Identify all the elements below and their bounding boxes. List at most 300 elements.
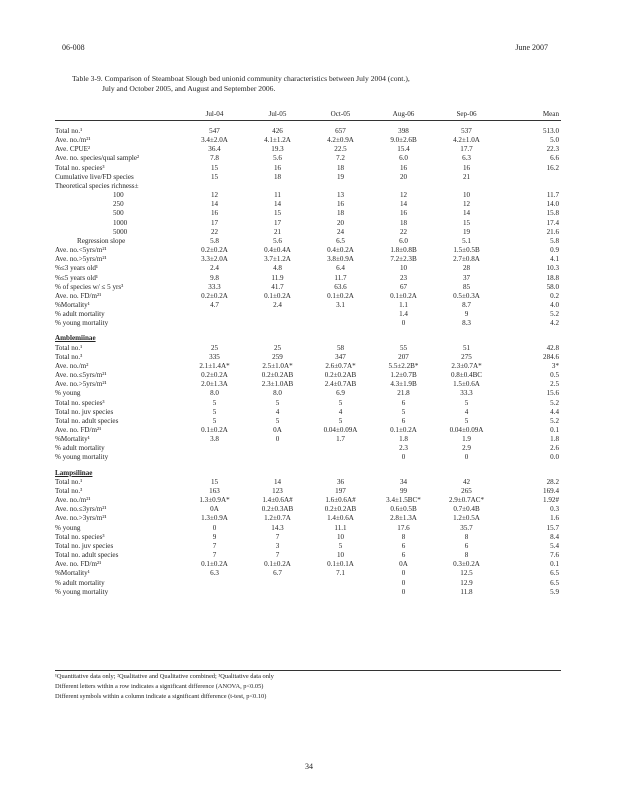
table-row <box>55 505 561 514</box>
table-cell <box>498 334 561 343</box>
table-cell: 15.7 <box>546 523 559 532</box>
table-cell: 9 <box>212 532 217 541</box>
table-cell: 5 <box>401 407 406 416</box>
table-cell: 7 <box>275 551 280 560</box>
table-cell: 6.5 <box>550 569 559 578</box>
row-label: Total no.¹ <box>55 343 83 352</box>
table-cell: 8 <box>401 532 406 541</box>
table-cell: 1.7 <box>336 435 345 444</box>
table-cell: 207 <box>398 352 409 361</box>
table-cell: 21.6 <box>546 227 559 236</box>
row-label: Ave. no./m²¹ <box>55 496 91 505</box>
table-cell: 11.7 <box>546 191 559 200</box>
table-cell: 5.1 <box>462 236 471 245</box>
table-cell: 1.3±0.9A <box>201 514 228 523</box>
table-cell <box>372 182 435 191</box>
table-cell: 55 <box>399 343 408 352</box>
table-cell: 34 <box>399 477 408 486</box>
table-cell: 1.8±0.8B <box>390 246 417 255</box>
table-cell: 5.6 <box>273 154 282 163</box>
table-cell: 0.04±0.09A <box>323 426 358 434</box>
row-label: Theoretical species richness± <box>55 181 139 190</box>
column-header: Mean <box>498 108 561 121</box>
table-cell: 5 <box>338 541 343 550</box>
table-cell: 51 <box>462 343 471 352</box>
table-cell: 0.2±0.3AB <box>261 505 294 514</box>
table-cell: 0.5 <box>550 371 559 380</box>
table-cell: 0.3±0.2A <box>453 560 480 569</box>
table-cell: 11.8 <box>460 587 473 596</box>
table-cell: 1.2±0.7B <box>390 371 417 380</box>
table-cell <box>246 319 309 328</box>
table-cell: 398 <box>398 127 409 135</box>
table-cell: 5 <box>338 398 343 407</box>
table-row <box>55 560 561 569</box>
table-cell: 4 <box>464 407 469 416</box>
table-cell: 9 <box>464 310 469 319</box>
header-doc-number: 06-008 <box>62 43 85 52</box>
row-label: Ave. no.>3yrs/m²¹ <box>55 514 107 523</box>
table-cell: 657 <box>335 127 346 135</box>
table-cell: 6 <box>401 398 406 407</box>
table-cell: 18 <box>336 163 345 172</box>
table-cell: 4.2 <box>550 319 559 328</box>
row-label: Total no.³ <box>55 486 83 495</box>
table-cell: 7 <box>275 532 280 541</box>
table-cell: 6.3 <box>210 569 219 578</box>
table-row <box>55 219 561 228</box>
table-cell: 4.7 <box>210 300 219 309</box>
table-cell: 2.4±0.7AB <box>324 380 357 389</box>
row-label: % young mortality <box>55 453 109 462</box>
table-cell: 0.1±0.1A <box>327 560 354 569</box>
table-row <box>55 533 561 542</box>
row-label: 100 <box>113 191 124 200</box>
table-cell: 5.8 <box>550 236 559 245</box>
table-cell: 16 <box>336 200 345 209</box>
row-label: %Mortality¹ <box>55 435 90 444</box>
row-label: Ave. no. FD/m²¹ <box>55 291 102 300</box>
table-cell: 3.8 <box>210 435 219 444</box>
row-label: %Mortality¹ <box>55 300 90 309</box>
table-cell: 21.8 <box>397 389 410 398</box>
table-cell: 2.5 <box>550 380 559 389</box>
table-cell <box>246 469 309 478</box>
table-cell: 0.4±0.2A <box>327 246 354 255</box>
table-cell: 2.9 <box>462 444 471 453</box>
table-cell: 10 <box>336 532 345 541</box>
row-label: 5000 <box>113 227 128 236</box>
table-cell: 7.2±2.3B <box>390 255 417 264</box>
table-cell: 2.9±0.7AC* <box>448 496 485 505</box>
table-row <box>55 426 561 435</box>
table-row <box>55 417 561 426</box>
table-row <box>55 182 561 191</box>
table-cell: 5.4 <box>550 541 559 550</box>
table-cell: 3.4±1.5BC* <box>386 496 421 505</box>
table-cell: 6 <box>401 416 406 425</box>
table-cell: 4.0 <box>550 300 559 309</box>
row-label: % young <box>55 389 81 398</box>
table-cell: 0.2±0.2A <box>201 291 228 300</box>
table-cell: 3.8±0.9A <box>327 255 354 264</box>
table-cell: 1.2±0.5A <box>453 514 480 523</box>
table-cell: 14 <box>399 200 408 209</box>
row-label: Total no. juv species <box>55 541 114 550</box>
table-cell: 7.2 <box>336 154 345 163</box>
table-cell: 4.2±0.9A <box>327 136 354 145</box>
table-cell: 0.2 <box>550 291 559 300</box>
table-cell: 2.7±0.8A <box>453 255 480 264</box>
table-cell: 5 <box>212 416 217 425</box>
row-label: Ave. no. FD/m²¹ <box>55 560 102 569</box>
table-cell <box>246 310 309 319</box>
table-cell: 0.1±0.2A <box>390 291 417 300</box>
table-cell: 0.4±0.4A <box>264 246 291 255</box>
table-cell: 14.0 <box>546 200 559 209</box>
table-cell: 11 <box>274 191 281 200</box>
table-cell: 16 <box>399 163 408 172</box>
table-cell <box>183 182 246 191</box>
table-cell: 0.2±0.2AB <box>261 371 294 380</box>
table-cell <box>309 444 372 453</box>
table-cell: 15.6 <box>546 389 559 398</box>
row-label: Total no. juv species <box>55 407 114 416</box>
row-label: 500 <box>113 209 124 218</box>
table-cell: 2.6±0.7A* <box>325 361 356 370</box>
table-cell: 16 <box>462 163 471 172</box>
row-label: %Mortality¹ <box>55 569 90 578</box>
table-cell: 4.1±1.2A <box>264 136 291 145</box>
table-cell: 0 <box>401 569 406 578</box>
table-cell: 17.4 <box>546 218 559 227</box>
table-cell: 1.1 <box>399 300 408 309</box>
table-cell: 28 <box>462 264 471 273</box>
row-label: 250 <box>113 200 124 209</box>
table-row <box>55 389 561 398</box>
table-cell: 28.2 <box>546 477 559 486</box>
table-cell: 0.8±0.4BC <box>450 371 483 380</box>
table-cell: 22.5 <box>334 145 347 154</box>
table-cell: 18 <box>399 218 408 227</box>
table-cell: 63.6 <box>334 282 347 291</box>
table-cell: 4 <box>275 407 280 416</box>
table-cell: 2.6 <box>550 444 559 453</box>
table-row <box>55 380 561 389</box>
table-cell: 42 <box>462 477 471 486</box>
column-header: Jul-05 <box>246 108 309 121</box>
table-cell: 12 <box>399 191 408 200</box>
table-cell: 0.3 <box>550 505 559 514</box>
table-cell: 4.8 <box>273 264 282 273</box>
table-cell: 25 <box>273 343 282 352</box>
table-row <box>55 319 561 328</box>
table-cell: 15.4 <box>397 145 410 154</box>
row-label: % adult mortality <box>55 310 105 319</box>
row-label: Ave. no.≤5yrs/m²¹ <box>55 371 107 380</box>
table-cell: 12 <box>210 191 219 200</box>
table-cell: 0.2±0.2AB <box>324 371 357 380</box>
table-cell: 14 <box>210 200 219 209</box>
table-cell: 1.6±0.6A# <box>325 496 356 505</box>
table-cell: 2.5±1.0A* <box>262 361 293 370</box>
table-cell: 537 <box>461 127 472 135</box>
table-cell: 8 <box>464 551 469 560</box>
table-row <box>55 121 561 137</box>
table-row <box>55 209 561 218</box>
table-cell: 0 <box>401 319 406 328</box>
table-cell <box>183 469 246 478</box>
row-label: Total no.¹ <box>55 127 83 135</box>
table-cell: 0.9 <box>550 246 559 255</box>
table-cell: 36 <box>336 477 345 486</box>
table-row <box>55 453 561 462</box>
table-cell: 0 <box>401 453 406 462</box>
table-row <box>55 292 561 301</box>
table-cell: 5 <box>464 416 469 425</box>
table-cell: 6.4 <box>336 264 345 273</box>
table-row <box>55 264 561 273</box>
table-row <box>55 444 561 453</box>
row-label: Total no. species³ <box>55 163 105 172</box>
table-cell: 5.9 <box>550 587 559 596</box>
table-row <box>55 283 561 292</box>
table-cell: 36.4 <box>208 145 221 154</box>
caption-line-1: Table 3-9. Comparison of Steamboat Slough bed unionid community characteristics between July 2004 (cont.), <box>72 74 410 83</box>
footnotes <box>55 670 561 702</box>
table-cell <box>372 334 435 343</box>
table-row <box>55 542 561 551</box>
table-cell: 1.4 <box>399 310 408 319</box>
table-cell: 8.0 <box>273 389 282 398</box>
table-cell: 58 <box>336 343 345 352</box>
table-row <box>55 228 561 237</box>
section-header-row <box>55 334 561 343</box>
table-cell: 2.3±0.7A* <box>451 361 482 370</box>
table-cell: 5.0 <box>550 136 559 145</box>
table-cell <box>435 182 498 191</box>
table-row <box>55 310 561 319</box>
table-cell: 7.8 <box>210 154 219 163</box>
table-cell <box>498 182 561 191</box>
table-cell: 8.7 <box>462 300 471 309</box>
table-cell: 4.1 <box>550 255 559 264</box>
table-cell: 6.6 <box>550 154 559 163</box>
table-cell: 8.3 <box>462 319 471 328</box>
column-header: Oct-05 <box>309 108 372 121</box>
row-label: Ave. no./m² <box>55 361 89 370</box>
table-cell: 1.2±0.7A <box>264 514 291 523</box>
table-cell <box>309 579 372 588</box>
table-cell <box>498 469 561 478</box>
table-cell: 8.0 <box>210 389 219 398</box>
table-row <box>55 237 561 246</box>
table-cell: 259 <box>272 352 283 361</box>
table-cell: 4.2±1.0A <box>453 136 480 145</box>
table-cell: 58.0 <box>546 282 559 291</box>
table-cell: 15 <box>273 209 282 218</box>
table-cell: 1.3±0.9A* <box>199 496 230 505</box>
table-cell: 0 <box>212 523 217 532</box>
table-cell: 18 <box>336 209 345 218</box>
table-body <box>55 121 561 597</box>
table-cell: 16 <box>210 209 219 218</box>
table-cell: 265 <box>461 486 472 495</box>
table-cell: 12 <box>462 200 471 209</box>
table-cell <box>309 588 372 597</box>
section-label: Lampsilinae <box>55 468 93 477</box>
table-cell: 2.3 <box>399 444 408 453</box>
table-row <box>55 200 561 209</box>
table-cell: 1.5±0.6A <box>453 380 480 389</box>
table-cell: 15 <box>462 218 471 227</box>
table-cell <box>309 310 372 319</box>
table-cell: 22 <box>210 227 219 236</box>
table-cell: 20 <box>399 172 408 181</box>
table-cell: 7.1 <box>336 569 345 578</box>
table-cell: 6.3 <box>462 154 471 163</box>
table-cell: 0A <box>399 560 408 569</box>
table-cell: 21 <box>462 172 471 181</box>
table-cell: 10 <box>336 551 345 560</box>
table-cell: 5 <box>275 416 280 425</box>
table-row <box>55 579 561 588</box>
page-number: 34 <box>305 762 313 771</box>
data-table <box>55 108 561 597</box>
table-cell: 0A <box>210 505 219 514</box>
table-cell: 2.0±1.3A <box>201 380 228 389</box>
table-cell <box>183 453 246 462</box>
table-cell: 0.7±0.4B <box>453 505 480 514</box>
table-cell: 5 <box>212 407 217 416</box>
table-cell: 1.5±0.5B <box>453 246 480 255</box>
table-cell: 0.1±0.2A <box>264 291 291 300</box>
table-cell <box>498 173 561 182</box>
table-cell: 24 <box>336 227 345 236</box>
table-cell: 5 <box>275 398 280 407</box>
table-cell: 1.8 <box>399 435 408 444</box>
table-cell: 67 <box>399 282 408 291</box>
table-cell <box>246 453 309 462</box>
table-cell: 1.8 <box>550 435 559 444</box>
table-cell: 20 <box>336 218 345 227</box>
row-label: % of species w/ ≤ 5 yrs³ <box>55 282 124 291</box>
table-cell: 85 <box>462 282 471 291</box>
column-header: Jul-04 <box>183 108 246 121</box>
table-row <box>55 136 561 145</box>
table-cell: 5.2 <box>550 398 559 407</box>
table-cell: 3* <box>551 361 559 370</box>
table-cell: 1.9 <box>462 435 471 444</box>
table-cell: 99 <box>399 486 408 495</box>
table-cell: 5.8 <box>210 236 219 245</box>
table-cell: 0 <box>401 578 406 587</box>
column-header: Aug-06 <box>372 108 435 121</box>
table-cell: 22.3 <box>546 145 559 154</box>
table-cell: 6.0 <box>399 154 408 163</box>
table-cell <box>246 579 309 588</box>
header-date: June 2007 <box>515 43 548 52</box>
table-cell: 6.5 <box>336 236 345 245</box>
table-cell: 426 <box>272 127 283 135</box>
table-cell: 0.6±0.5B <box>390 505 417 514</box>
table-cell: 17 <box>273 218 282 227</box>
row-label: % young mortality <box>55 587 109 596</box>
table-row <box>55 301 561 310</box>
table-cell: 8.4 <box>550 532 559 541</box>
table-cell: 169.4 <box>543 486 559 495</box>
table-cell: 0 <box>275 435 280 444</box>
table-cell <box>246 588 309 597</box>
table-cell: 2.3±1.0AB <box>261 380 294 389</box>
row-label: %≤3 years old¹ <box>55 264 99 273</box>
table-cell: 15.8 <box>546 209 559 218</box>
table-cell: 21 <box>273 227 282 236</box>
table-cell: 5.2 <box>550 416 559 425</box>
table-cell: 3.7±1.2A <box>264 255 291 264</box>
column-header: Sep-06 <box>435 108 498 121</box>
table-cell: 10 <box>399 264 408 273</box>
table-cell: 12.5 <box>460 569 473 578</box>
row-label: Total no. adult species <box>55 416 119 425</box>
table-row <box>55 255 561 264</box>
table-cell: 11.1 <box>334 523 347 532</box>
table-row <box>55 353 561 362</box>
table-cell <box>183 444 246 453</box>
row-label: Ave. no.>5yrs/m²¹ <box>55 380 107 389</box>
table-cell: 4 <box>338 407 343 416</box>
row-label: Ave. no.<5yrs/m²¹ <box>55 246 107 255</box>
table-cell <box>309 319 372 328</box>
row-label: Total no.³ <box>55 352 83 361</box>
table-cell: 4.3±1.9B <box>390 380 417 389</box>
table-cell: 3.1 <box>336 300 345 309</box>
table-cell: 284.6 <box>543 352 559 361</box>
table-header-row <box>55 108 561 121</box>
table-row <box>55 399 561 408</box>
table-cell: 9.8 <box>210 273 219 282</box>
row-label: Ave. CPUE² <box>55 145 91 154</box>
row-label: 1000 <box>113 218 128 227</box>
table-cell: 347 <box>335 352 346 361</box>
table-cell: 0.2±0.2AB <box>324 505 357 514</box>
table-cell: 1.4±0.6A# <box>262 496 293 505</box>
table-row <box>55 191 561 200</box>
table-row <box>55 435 561 444</box>
section-label: Amblemiinae <box>55 334 96 343</box>
table-cell: 41.7 <box>271 282 284 291</box>
table-cell: 5.5±2.2B* <box>388 361 419 370</box>
table-row <box>55 514 561 523</box>
table-cell: 16 <box>273 163 282 172</box>
table-cell: 10.3 <box>546 264 559 273</box>
table-cell: 15 <box>210 477 219 486</box>
table-cell: 5 <box>464 398 469 407</box>
table-row <box>55 496 561 505</box>
table-cell: 14 <box>462 209 471 218</box>
table-cell: 0.1±0.2A <box>201 426 228 434</box>
table-cell <box>183 579 246 588</box>
section-header-row <box>55 469 561 478</box>
table-cell <box>246 182 309 191</box>
caption-line-2: July and October 2005, and August and September 2006. <box>102 84 276 93</box>
table-cell: 19 <box>336 172 345 181</box>
table-cell: 7.6 <box>550 551 559 560</box>
table-row <box>55 569 561 578</box>
table-cell <box>309 182 372 191</box>
table-cell <box>309 334 372 343</box>
table-cell: 0.5±0.3A <box>453 291 480 300</box>
